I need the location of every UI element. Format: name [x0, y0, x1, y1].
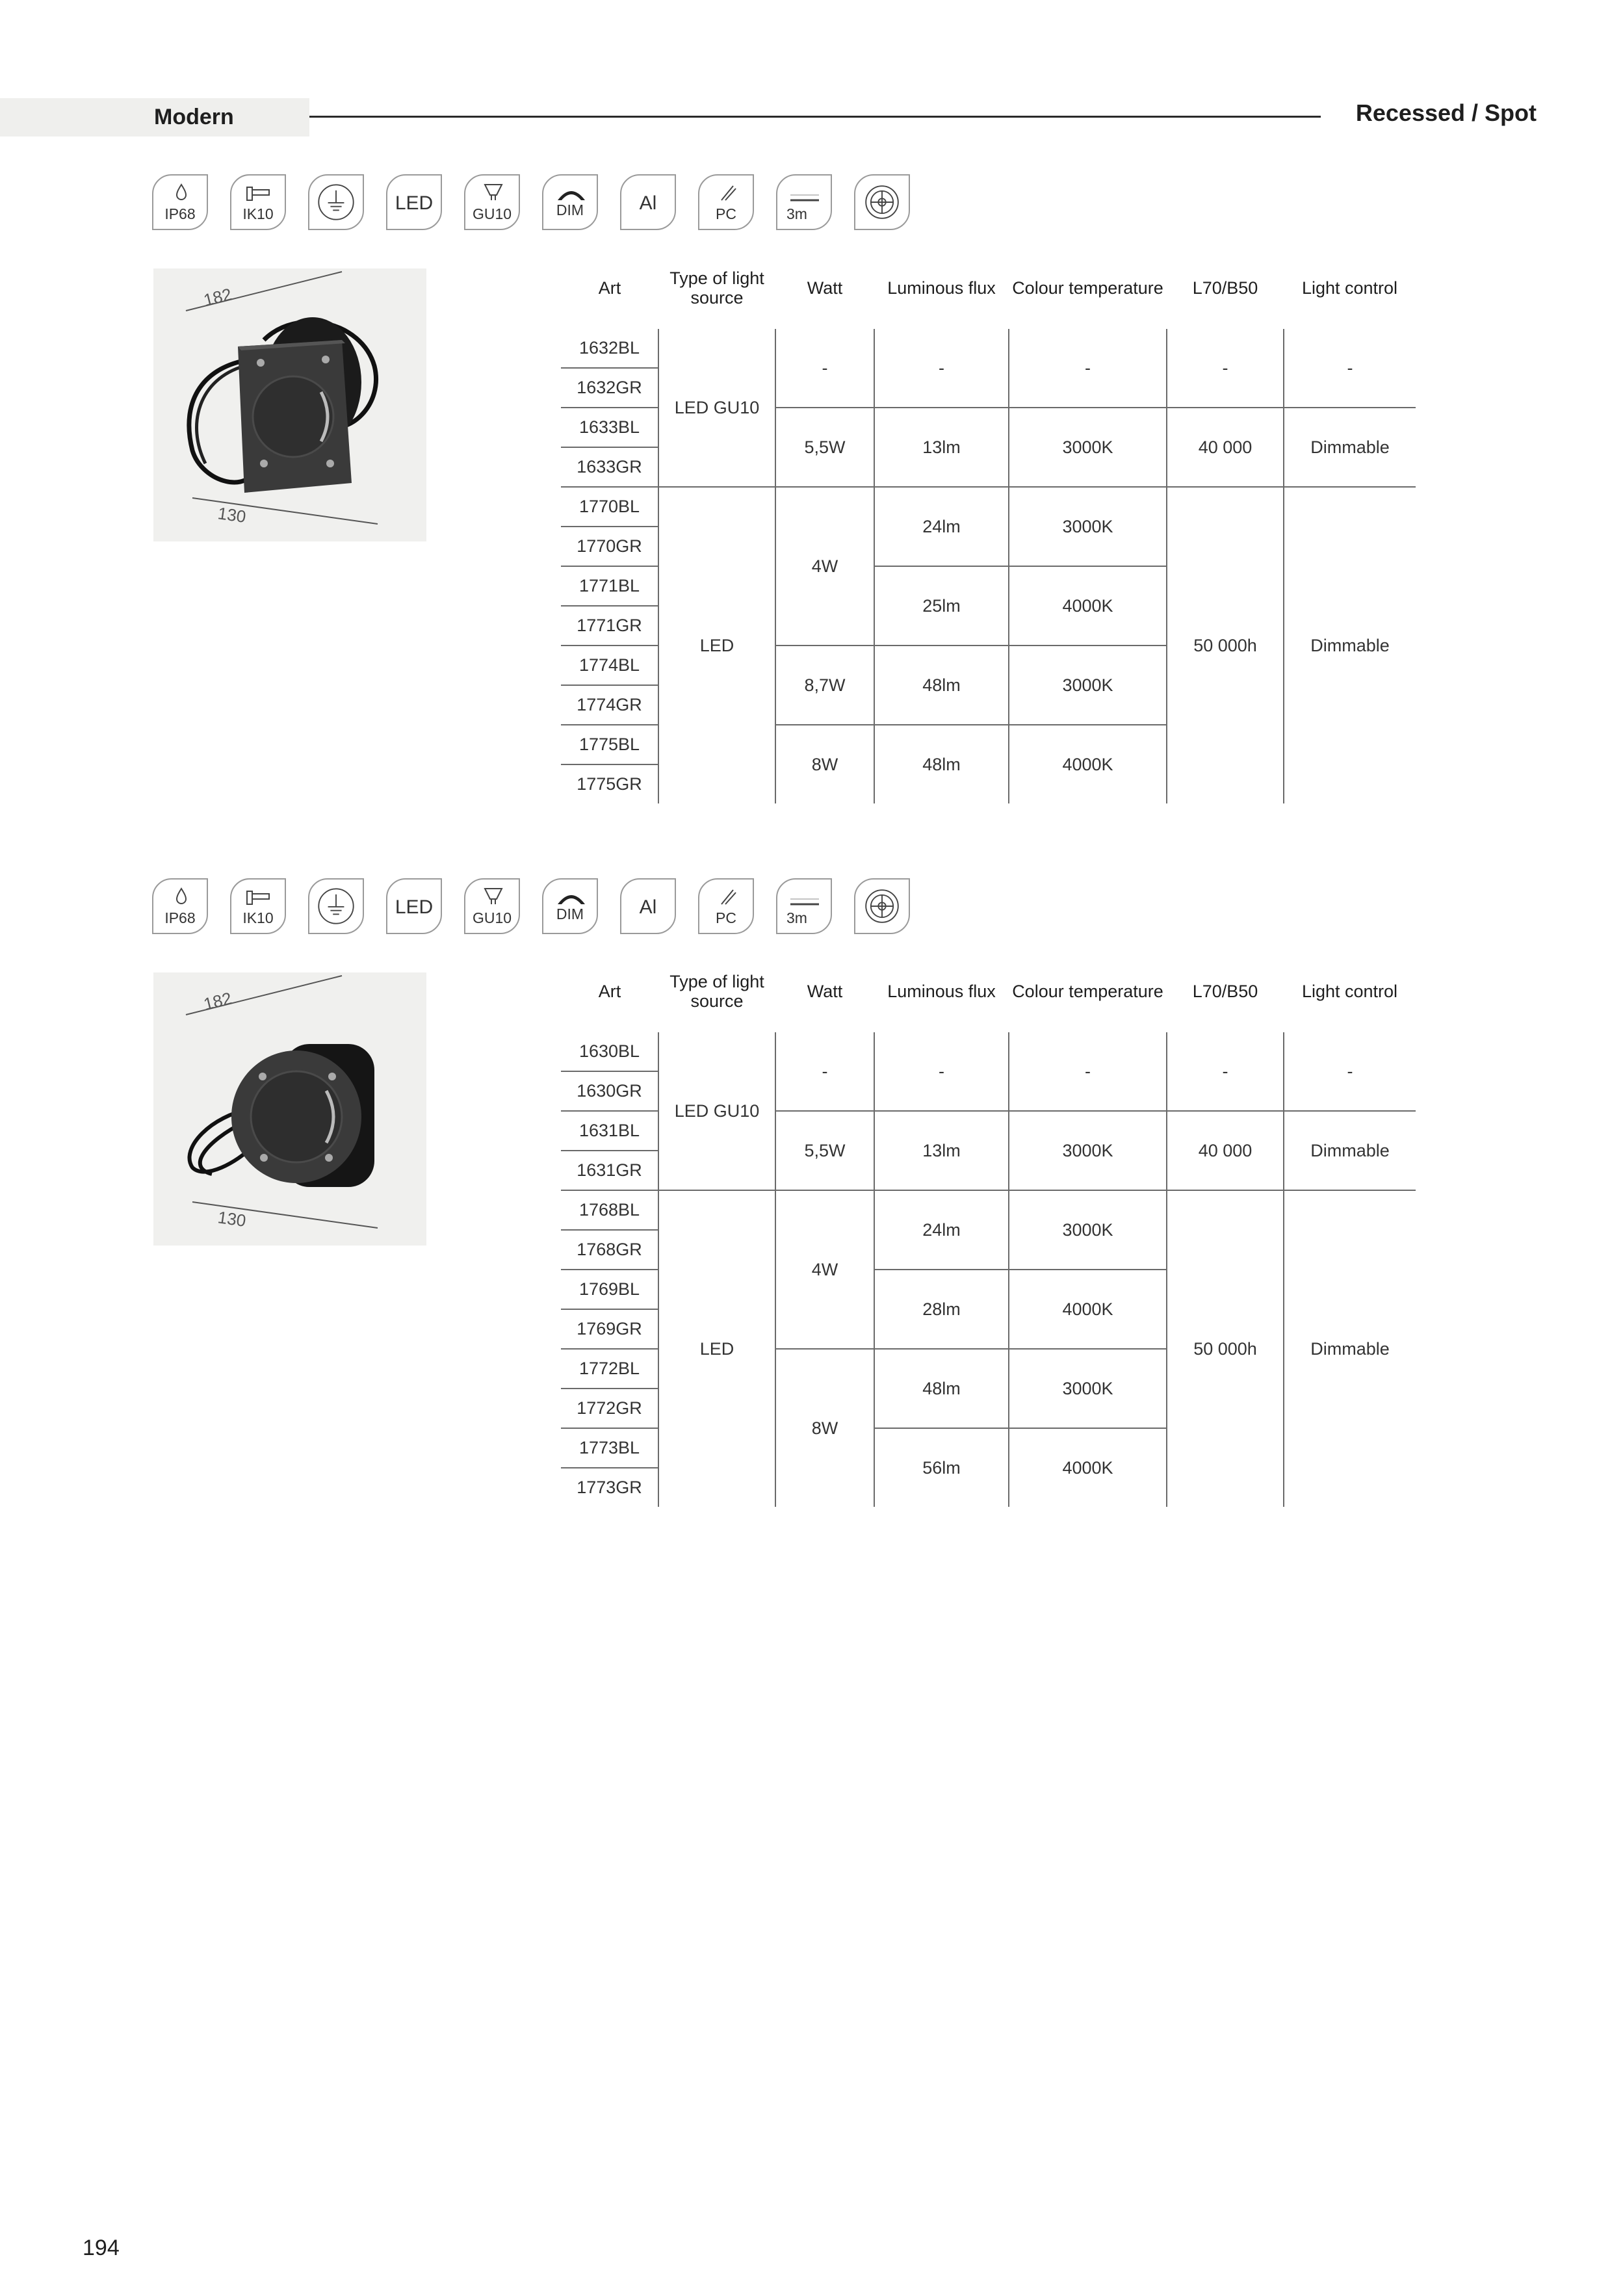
earth-ground-icon — [308, 174, 364, 230]
light-control-cell: Dimmable — [1284, 1111, 1416, 1190]
flux-cell: 13lm — [874, 1111, 1009, 1190]
col-header-colour-temp: Colour temperature — [1012, 278, 1163, 298]
aluminium-icon: Al — [620, 878, 676, 934]
section-title: Modern — [154, 105, 234, 129]
art-cell: 1770GR — [561, 527, 658, 566]
col-header-light-source: Type of light source — [669, 268, 764, 307]
flux-cell: 24lm — [874, 487, 1009, 566]
colour-temp-cell: 4000K — [1009, 725, 1167, 803]
art-cell: 1632BL — [561, 329, 658, 368]
l70b50-cell: 40 000 — [1167, 408, 1284, 487]
colour-temp-cell: 3000K — [1009, 408, 1167, 487]
col-header-watt: Watt — [807, 982, 843, 1001]
art-cell: 1631BL — [561, 1111, 658, 1151]
col-header-light-control: Light control — [1301, 982, 1398, 1001]
flux-cell: 24lm — [874, 1190, 1009, 1270]
light-source-cell: LED GU10 — [658, 329, 775, 487]
col-header-light-source: Type of light source — [669, 972, 764, 1011]
header-rule — [309, 116, 1321, 118]
art-cell: 1769BL — [561, 1270, 658, 1309]
watt-cell: 8W — [775, 725, 874, 803]
col-header-l70b50: L70/B50 — [1192, 278, 1258, 298]
col-header-colour-temp: Colour temperature — [1012, 982, 1163, 1001]
certification-seal-icon — [854, 174, 910, 230]
watt-cell: 4W — [775, 487, 874, 646]
art-cell: 1630BL — [561, 1032, 658, 1071]
flux-cell: 56lm — [874, 1428, 1009, 1507]
light-source-cell: LED GU10 — [658, 1032, 775, 1190]
gu10-icon: GU10 — [464, 878, 520, 934]
art-cell: 1768GR — [561, 1230, 658, 1270]
art-cell: 1773GR — [577, 1478, 642, 1497]
colour-temp-cell: 4000K — [1009, 1270, 1167, 1349]
dim-label-top: 182 — [201, 284, 234, 310]
colour-temp-cell: 3000K — [1009, 487, 1167, 566]
art-cell: 1772BL — [561, 1349, 658, 1389]
ik10-icon: IK10 — [230, 878, 286, 934]
col-header-l70b50: L70/B50 — [1192, 982, 1258, 1001]
colour-temp-cell: 4000K — [1009, 566, 1167, 646]
l70b50-cell: 50 000h — [1167, 487, 1284, 803]
ip68-icon: IP68 — [152, 878, 208, 934]
col-header-art: Art — [598, 278, 621, 298]
colour-temp-cell: - — [1009, 329, 1167, 408]
table-row — [561, 1032, 1416, 1071]
art-cell: 1772GR — [561, 1389, 658, 1428]
page-number: 194 — [83, 2236, 120, 2260]
ik10-icon: IK10 — [230, 174, 286, 230]
product-photo-square — [153, 268, 426, 541]
table-row — [561, 487, 1416, 527]
light-control-cell: Dimmable — [1284, 408, 1416, 487]
watt-cell: 8,7W — [775, 646, 874, 725]
earth-ground-icon — [308, 878, 364, 934]
dim-label-bottom: 130 — [216, 1207, 248, 1231]
flux-cell: 25lm — [874, 566, 1009, 646]
category-title: Recessed / Spot — [1355, 99, 1537, 126]
colour-temp-cell: 3000K — [1009, 646, 1167, 725]
certification-seal-icon — [854, 878, 910, 934]
table-row — [561, 1190, 1416, 1230]
light-control-cell: - — [1284, 329, 1416, 408]
col-header-flux: Luminous flux — [887, 278, 996, 298]
cable-length-icon: 3m — [776, 878, 832, 934]
art-cell: 1774BL — [561, 646, 658, 685]
watt-cell: - — [775, 1032, 874, 1111]
aluminium-icon: Al — [620, 174, 676, 230]
colour-temp-cell: 4000K — [1009, 1428, 1167, 1507]
colour-temp-cell: 3000K — [1009, 1349, 1167, 1428]
art-cell: 1771BL — [561, 566, 658, 606]
spec-header-row — [561, 247, 1416, 329]
watt-cell: 5,5W — [775, 408, 874, 487]
flux-cell: 48lm — [874, 1349, 1009, 1428]
flux-cell: - — [874, 329, 1009, 408]
flux-cell: 28lm — [874, 1270, 1009, 1349]
art-cell: 1771GR — [561, 606, 658, 646]
dim-label-bottom: 130 — [216, 503, 248, 527]
l70b50-cell: - — [1167, 329, 1284, 408]
art-cell: 1632GR — [561, 368, 658, 408]
colour-temp-cell: 3000K — [1009, 1111, 1167, 1190]
watt-cell: 4W — [775, 1190, 874, 1349]
polycarbonate-icon: PC — [698, 174, 754, 230]
art-cell: 1773BL — [561, 1428, 658, 1468]
gu10-icon: GU10 — [464, 174, 520, 230]
table-row — [561, 329, 1416, 368]
art-cell: 1775BL — [561, 725, 658, 764]
l70b50-cell: - — [1167, 1032, 1284, 1111]
col-header-light-control: Light control — [1301, 278, 1398, 298]
art-cell: 1631GR — [561, 1151, 658, 1190]
light-control-cell: - — [1284, 1032, 1416, 1111]
art-cell: 1775GR — [577, 774, 642, 794]
dim-label-top: 182 — [201, 988, 234, 1014]
art-cell: 1633GR — [561, 447, 658, 487]
feature-icons-2 — [152, 878, 919, 938]
art-cell: 1630GR — [561, 1071, 658, 1111]
product-photo-round — [153, 972, 426, 1246]
colour-temp-cell: 3000K — [1009, 1190, 1167, 1270]
led-icon: LED — [386, 878, 442, 934]
spec-header-row — [561, 950, 1416, 1032]
colour-temp-cell: - — [1009, 1032, 1167, 1111]
spec-table-2 — [561, 950, 1416, 1507]
polycarbonate-icon: PC — [698, 878, 754, 934]
art-cell: 1774GR — [561, 685, 658, 725]
art-cell: 1770BL — [561, 487, 658, 527]
flux-cell: 48lm — [874, 646, 1009, 725]
watt-cell: - — [775, 329, 874, 408]
light-control-cell: Dimmable — [1284, 487, 1416, 803]
watt-cell: 8W — [775, 1349, 874, 1507]
light-source-cell: LED — [658, 1190, 775, 1507]
watt-cell: 5,5W — [775, 1111, 874, 1190]
l70b50-cell: 40 000 — [1167, 1111, 1284, 1190]
flux-cell: 13lm — [874, 408, 1009, 487]
light-control-cell: Dimmable — [1284, 1190, 1416, 1507]
col-header-watt: Watt — [807, 278, 843, 298]
col-header-flux: Luminous flux — [887, 982, 996, 1001]
col-header-art: Art — [598, 982, 621, 1001]
l70b50-cell: 50 000h — [1167, 1190, 1284, 1507]
dimmable-icon: DIM — [542, 174, 598, 230]
spec-table-1 — [561, 247, 1416, 803]
feature-icons-1 — [152, 174, 919, 234]
flux-cell: - — [874, 1032, 1009, 1111]
art-cell: 1769GR — [561, 1309, 658, 1349]
art-cell: 1633BL — [561, 408, 658, 447]
led-icon: LED — [386, 174, 442, 230]
ip68-icon: IP68 — [152, 174, 208, 230]
cable-length-icon: 3m — [776, 174, 832, 230]
art-cell: 1768BL — [561, 1190, 658, 1230]
flux-cell: 48lm — [874, 725, 1009, 803]
dimmable-icon: DIM — [542, 878, 598, 934]
light-source-cell: LED — [658, 487, 775, 803]
